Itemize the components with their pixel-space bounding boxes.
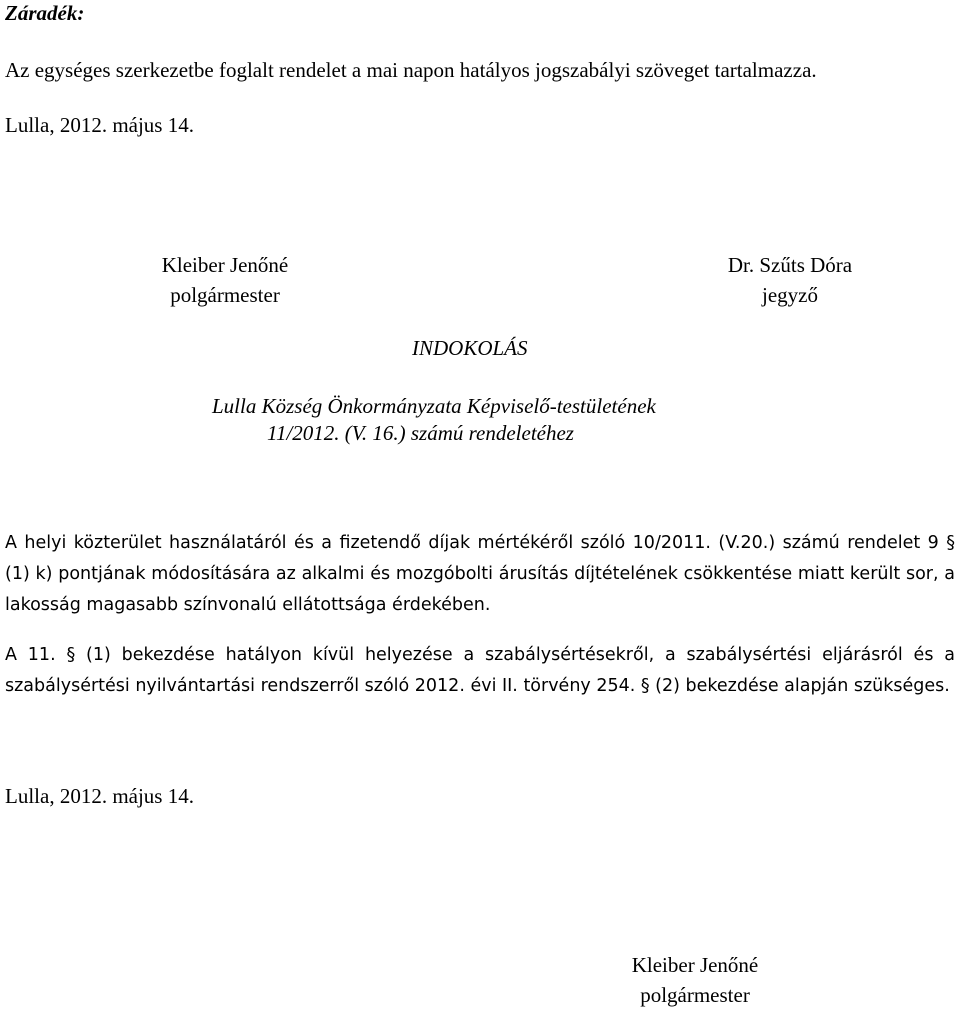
signature-name: Kleiber Jenőné	[161, 253, 289, 277]
zaradek-place-date: Lulla, 2012. május 14.	[5, 113, 194, 137]
indoklas-subtitle-line1: Lulla Község Önkormányzata Képviselő-testületének	[212, 394, 656, 418]
signature-title: polgármester	[170, 283, 280, 307]
signature-title: jegyző	[762, 283, 818, 307]
body-place-date: Lulla, 2012. május 14.	[5, 784, 194, 808]
signature-name: Kleiber Jenőné	[631, 953, 759, 977]
indoklas-subtitle-line2: 11/2012. (V. 16.) számú rendeletéhez	[267, 421, 574, 445]
zaradek-text: Az egységes szerkezetbe foglalt rendelet a mai napon hatályos jogszabályi szöveget tartalmazza.	[5, 58, 817, 82]
signature-notary-top	[708, 250, 872, 310]
indoklas-heading: INDOKOLÁS	[412, 336, 528, 360]
signature-mayor-bottom	[610, 950, 780, 1010]
signature-mayor-top	[130, 250, 320, 310]
signature-title: polgármester	[640, 983, 750, 1007]
signature-name: Dr. Szűts Dóra	[727, 253, 853, 277]
zaradek-heading: Záradék:	[5, 1, 85, 25]
body-paragraph-1: A helyi közterület használatáról és a fizetendő díjak mértékéről szóló 10/2011. (V.20.) számú rendelet 9 § (1) k) pontjának módosítására az alkalmi és mozgóbolti árusítás díjtételének csökkentése miatt került sor, a lakosság magasabb színvonalú ellátottsága érdekében.	[5, 533, 955, 615]
body-paragraph-2: A 11. § (1) bekezdése hatályon kívül helyezése a szabálysértésekről, a szabálysértési eljárásról és a szabálysértési nyilvántartási rendszerről szóló 2012. évi II. törvény 254. § (2) bekezdése alapján szükséges.	[5, 645, 955, 696]
